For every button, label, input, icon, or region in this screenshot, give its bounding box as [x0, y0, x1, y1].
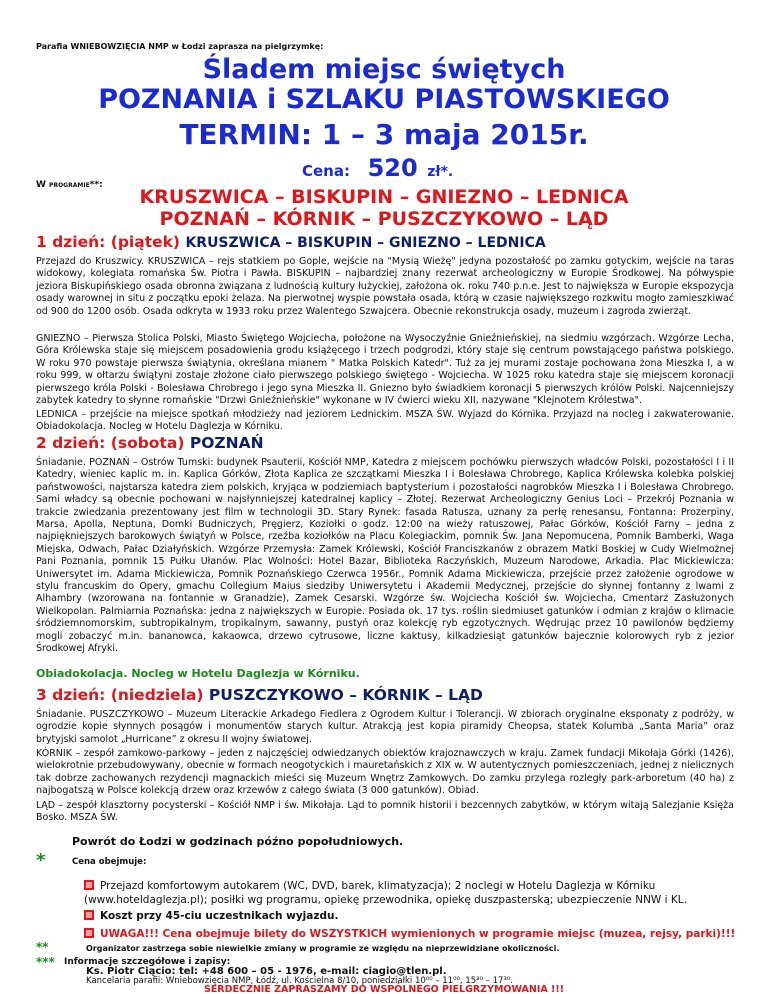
- price-label: Cena:: [302, 162, 350, 180]
- top-note: Parafia WNIEBOWZIĘCIA NMP w Łodzi zaprasza na pielgrzymkę:: [36, 42, 324, 51]
- star-1: *: [36, 850, 46, 871]
- day2-places: POZNAŃ: [189, 434, 264, 452]
- office-line: Kancelaria parafii: Wniebowzięcia NMP, Łódź, ul. Kościelna 8/10, poniedziałki 10⁰⁰ – 11⁰⁰, 15³⁰ – 17³⁰.: [86, 976, 513, 986]
- organizer-note: Organizator zastrzega sobie niewielkie zmiany w programie ze względu na nieprzewidziane okoliczności.: [86, 944, 560, 953]
- price-includes-label: Cena obejmuje:: [72, 857, 147, 867]
- star-2: **: [36, 940, 49, 954]
- includes-item-1: [84, 879, 734, 907]
- info-label: Informacje szczegółowe i zapisy:: [64, 957, 231, 967]
- day1-heading: [36, 233, 546, 251]
- price-value: 520: [367, 154, 418, 182]
- bullet-icon: [84, 928, 94, 938]
- title-line-2: POZNANIA i SZLAKU PIASTOWSKIEGO: [98, 84, 670, 115]
- day2-label: 2 dzień: (sobota): [36, 434, 185, 452]
- bullet-icon: [84, 910, 94, 920]
- route-line-1: KRUSZWICA – BISKUPIN – GNIEZNO – LEDNICA: [139, 186, 629, 208]
- price-unit: zł*.: [427, 164, 454, 180]
- day2-paragraph-2: Obiadokolacja. Nocleg w Hotelu Daglezja w Kórniku.: [36, 667, 360, 680]
- includes-text-2: Koszt przy 45-ciu uczestnikach wyjazdu.: [100, 910, 339, 922]
- bullet-icon: [84, 880, 94, 890]
- includes-text-1: Przejazd komfortowym autokarem (WC, DVD, barek, klimatyzacja); 2 noclegi w Hotelu Daglezja w Kórniku (www.hoteldaglezja.pl); posiłki wg programu, opiekę przewodnika, opiekę duszpasterską; ubezpieczenie NNW i KL.: [84, 880, 687, 906]
- day3-heading: [36, 686, 483, 704]
- day3-paragraph-3: LĄD – zespół klasztorny pocysterski – Kościół NMP i św. Mikołaja. Ląd to pomnik historii i bezcennych zabytków, w którym witają Salezjanie Księża Bosko. MSZA ŚW.: [36, 800, 734, 824]
- route-line-2: POZNAŃ – KÓRNIK – PUSZCZYKOWO – LĄD: [159, 208, 609, 230]
- day1-paragraph-1: Przejazd do Kruszwicy. KRUSZWICA – rejs statkiem po Gople, wejście na "Mysią Wieżę" jedyna pozostałość po zamku gotyckim, wejście na taras widokowy, kolegiata romańska Św. Piotra i Pawła. BISKUPIN – najbardziej znany rezerwat archeologiczny w Europie Środkowej. Na półwyspie jeziora Biskupińskiego osada obronna związana z ludnością kultury łużyckiej, założona ok. roku 740 p.n.e. Jest to największa w Europie ekspozycja osady warownej in situ z początku epoki żelaza. Na pierwotnej wyspie powstała osada, którą w czasie największego rozkwitu mogło zamieszkiwać od 900 do 1200 osób. Osada odkryta w 1933 roku przez Walentego Szwajcera. Obecnie rekonstrukcja osady, muzeum i zagroda zwierząt.: [36, 256, 734, 317]
- title-line-1: Śladem miejsc świętych: [202, 54, 566, 85]
- day3-paragraph-2: KÓRNIK – zespół zamkowo-parkowy – jeden z najczęściej odwiedzanych obiektów krajoznawczych w kraju. Zamek fundacji Mikołaja Górki (1426), wielokrotnie przebudowywany, obecnie w formach neogotyckich i mauretańskich z XIX w. W autentycznych pomieszczeniach, jednej z nielicznych tak dobrze zachowanych rezydencji magnackich mieści się Muzeum Wnętrz Zamkowych. Do zamku przylega rozległy park-arboretum (40 ha) z najbogatszą w Polsce kolekcją drzew oraz krzewów z całego świata (3 000 gatunków). Obiad.: [36, 748, 734, 797]
- day2-heading: [36, 434, 264, 452]
- includes-text-3: UWAGA!!! Cena obejmuje bilety do WSZYSTKICH wymienionych w programie miejsc (muzea, rejsy, parki)!!!: [100, 928, 736, 940]
- day1-places: KRUSZWICA – BISKUPIN – GNIEZNO – LEDNICA: [185, 235, 546, 251]
- day3-places: PUSZCZYKOWO – KÓRNIK – LĄD: [208, 686, 483, 704]
- includes-item-2: [84, 910, 338, 922]
- program-label: W programie**:: [36, 180, 103, 190]
- day1-paragraph-3: LEDNICA – przejście na miejsce spotkań młodzieży nad jeziorem Lednickim. MSZA ŚW. Wyjazd do Kórnika. Przyjazd na nocleg i zakwaterowanie. Obiadokolacja. Nocleg w Hotelu Daglezja w Kórniku.: [36, 409, 734, 433]
- includes-item-3: [84, 928, 735, 940]
- contact-line: Ks. Piotr Ciącio: tel: +48 600 – 05 - 1976, e-mail: ciagio@tlen.pl.: [86, 966, 447, 977]
- price-row: [302, 154, 453, 182]
- day3-paragraph-1: Śniadanie. PUSZCZYKOWO – Muzeum Literackie Arkadego Fiedlera z Ogrodem Kultur i Tolerancji. W zbiorach oryginalne eksponaty z podróży, w ogrodzie kopie słynnych posągów i monumentów starych kultur. Atrakcją jest kopia piramidy Cheopsa, statek Kolumba „Santa Maria” oraz brytyjski samolot „Hurricane” z okresu II wojny światowej.: [36, 709, 734, 745]
- termin: TERMIN: 1 – 3 maja 2015r.: [179, 118, 589, 151]
- day2-paragraph-1: Śniadanie. POZNAŃ – Ostrów Tumski: budynek Psauterii, Kościół NMP, Katedra z miejscem pochówku pierwszych władców Polski, pozostałości I i II Katedry, wieniec kaplic m. in. Kaplica Górków, Złota Kaplica ze szczątkami Mieszka I i Bolesława Chrobrego, Kaplica Królewska kolebka polskiej państwowości, najstarsza katedra ziem polskich, kryjąca w podziemiach baptysterium i pozostałości nagrobków Mieszka I i Bolesława Chrobrego. Sami władcy są obecnie pochowani w najsłynniejszej katedralnej kaplicy – Złotej. Rezerwat Archeologiczny Genius Loci – Przekrój Poznania w trakcie zwiedzania prezentowany jest film w technologii 3D. Stary Rynek: fasada Ratusza, uznany za perłę renesansu, Fontanna: Prozerpiny, Marsa, Apolla, Neptuna, Domki Budniczych, Pręgierz, Koziołki o godz. 12:00 na wieży ratuszowej, Pałac Górków, Kościół Farny – jedna z najpiękniejszych barokowych świątyń w Polsce, rzeźba koziołków na Placu Kolegiackim, pomnik Św. Jana Nepomucena, Pomnik Bamberki, Waga Miejska, Odwach, Pałac Działyńskich. Wzgórze Przemysła: Zamek Królewski, Kościół Franciszkanów z obrazem Matki Boskiej w Cudy Wielmożnej Pani Poznania, pomnik 15 Pułku Ułanów. Plac Wolności: Hotel Bazar, Biblioteka Raczyńskich, Muzeum Narodowe, Arkadia. Plac Mickiewicza: Uniwersytet im. Adama Mickiewicza, Pomnik Poznańskiego Czerwca 1956r., Pomnik Adama Mickiewicza, przejście przez założenie ogrodowe w stylu francuskim do Opery, gmachu Collegium Maius siedziby Uniwersytetu i Akademii Medycznej, przejście do słynnej fontanny z lwami z Alhambry (wzorowana na fontannie w Granadzie), Zamek Cesarski. Wzgórze św. Wojciecha Kościół św. Wojciecha, Cmentarz Zasłużonych Wielkopolan. Palmiarnia Poznańska: jedna z największych w Europie. Posiada ok. 17 tys. roślin siedmiuset gatunków i odmian z krajów o klimacie śródziemnomorskim, subtropikalnym, tropikalnym, sawanny, pustyń oraz kolekcję ryb egzotycznych. Wędrując przez 10 pawilonów będziemy mogli zobaczyć m.in. bananowca, kakaowca, drzewo cytrusowe, liczne kaktusy, kilkadziesiąt gatunków bajecznie kolorowych ryb z jezior Środkowej Afryki.: [36, 457, 734, 655]
- day1-label: 1 dzień: (piątek): [36, 233, 181, 251]
- closing-line: SERDECZNIE ZAPRASZAMY DO WSPÓLNEGO PIELGRZYMOWANIA !!!: [203, 984, 565, 994]
- return-note: Powrót do Łodzi w godzinach późno popołudniowych.: [72, 835, 404, 848]
- day3-label: 3 dzień: (niedziela): [36, 686, 204, 704]
- star-3: ***: [36, 955, 55, 969]
- day1-paragraph-2: GNIEZNO – Pierwsza Stolica Polski, Miasto Świętego Wojciecha, położone na Wysoczyźnie Gnieźnieńskiej, na siedmiu wzgórzach. Wzgórze Lecha, Góra Królewska staje się miejscem posadowienia grodu książęcego i trzech podgrodzi, który staje się centrum powstającego państwa polskiego. W roku 970 powstaje pierwsza świątynia, określana mianem " Matka Polskich Katedr". Tuż za jej murami zostaje pochowana żona Mieszka I, a w roku 999, w ołtarzu świątyni zostaje złożone ciało pierwszego polskiego świętego - Wojciecha. W 1025 roku katedra staje się miejscem koronacji pierwszego króla Polski - Bolesława Chrobrego i jego syna Mieszka II. Gniezno było świadkiem koronacji 5 pierwszych królów Polski. Najcenniejszy zabytek katedry to słynne romańskie "Drzwi Gnieźnieńskie" wykonane w IV ćwierci wieku XII, nazywane "Klejnotem Królestwa".: [36, 333, 734, 407]
